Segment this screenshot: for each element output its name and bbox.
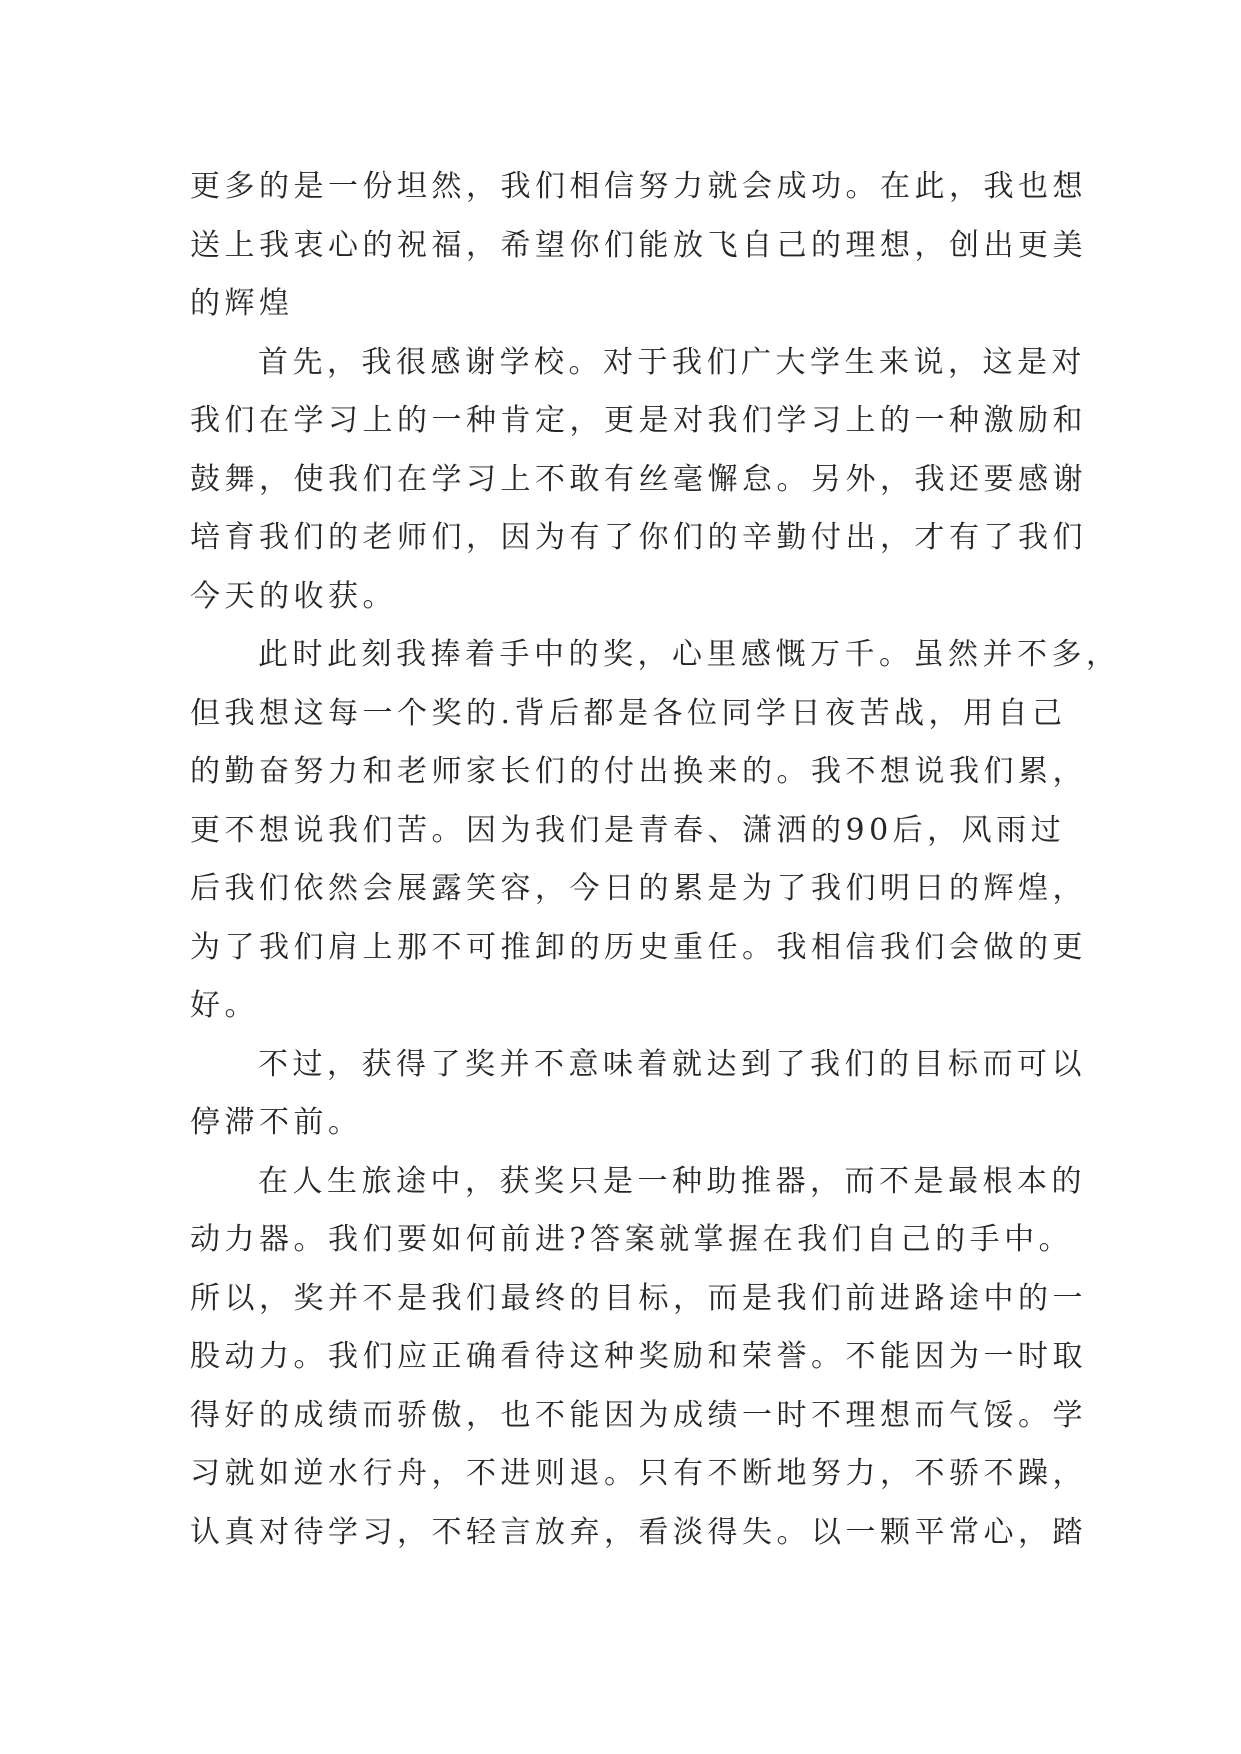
paragraph-1 xyxy=(190,158,1087,334)
text-line: 更多的是一份坦然，我们相信努力就会成功。在此，我也想 xyxy=(190,169,1087,204)
paragraph-3 xyxy=(190,626,1121,1036)
text-line: 今天的收获。 xyxy=(190,578,397,614)
text-line: 此时此刻我捧着手中的奖，心里感慨万千。虽然并不多， xyxy=(258,637,1121,672)
text-line: 的勤奋努力和老师家长们的付出换来的。我不想说我们累， xyxy=(190,754,1087,789)
text-line: 股动力。我们应正确看待这种奖励和荣誉。不能因为一时取 xyxy=(190,1339,1087,1374)
text-line: 鼓舞，使我们在学习上不敢有丝毫懈怠。另外，我还要感谢 xyxy=(190,461,1087,497)
text-line: 在人生旅途中，获奖只是一种助推器，而不是最根本的 xyxy=(258,1163,1086,1199)
text-line: 后我们依然会展露笑容，今日的累是为了我们明日的辉煌， xyxy=(190,871,1087,906)
paragraph-2 xyxy=(190,334,1087,627)
text-line: 更不想说我们苦。因为我们是青春、潇洒的90后，风雨过 xyxy=(190,812,1066,848)
text-line: 所以，奖并不是我们最终的目标，而是我们前进路途中的一 xyxy=(190,1280,1087,1316)
text-line: 不过，获得了奖并不意味着就达到了我们的目标而可以 xyxy=(258,1046,1086,1082)
text-line: 培育我们的老师们，因为有了你们的辛勤付出，才有了我们 xyxy=(190,520,1087,555)
text-line: 我们在学习上的一种肯定，更是对我们学习上的一种激励和 xyxy=(190,403,1087,438)
text-line: 认真对待学习，不轻言放弃，看淡得失。以一颗平常心，踏 xyxy=(190,1514,1087,1550)
paragraph-4 xyxy=(190,1036,1086,1153)
paragraph-5 xyxy=(190,1153,1087,1563)
text-line: 动力器。我们要如何前进?答案就掌握在我们自己的手中。 xyxy=(190,1222,1074,1257)
text-line: 为了我们肩上那不可推卸的历史重任。我相信我们会做的更 xyxy=(190,929,1087,965)
text-line: 送上我衷心的祝福，希望你们能放飞自己的理想，创出更美 xyxy=(190,227,1087,263)
text-line: 停滞不前。 xyxy=(190,1105,363,1140)
text-line: 首先，我很感谢学校。对于我们广大学生来说，这是对 xyxy=(258,344,1086,380)
body-text xyxy=(190,158,1121,1562)
text-line: 的辉煌 xyxy=(190,286,294,321)
text-line: 但我想这每一个奖的.背后都是各位同学日夜苦战，用自己 xyxy=(190,695,1067,731)
text-line: 好。 xyxy=(190,988,259,1023)
text-line: 习就如逆水行舟，不进则退。只有不断地努力，不骄不躁， xyxy=(190,1456,1087,1491)
text-line: 得好的成绩而骄傲，也不能因为成绩一时不理想而气馁。学 xyxy=(190,1397,1087,1433)
